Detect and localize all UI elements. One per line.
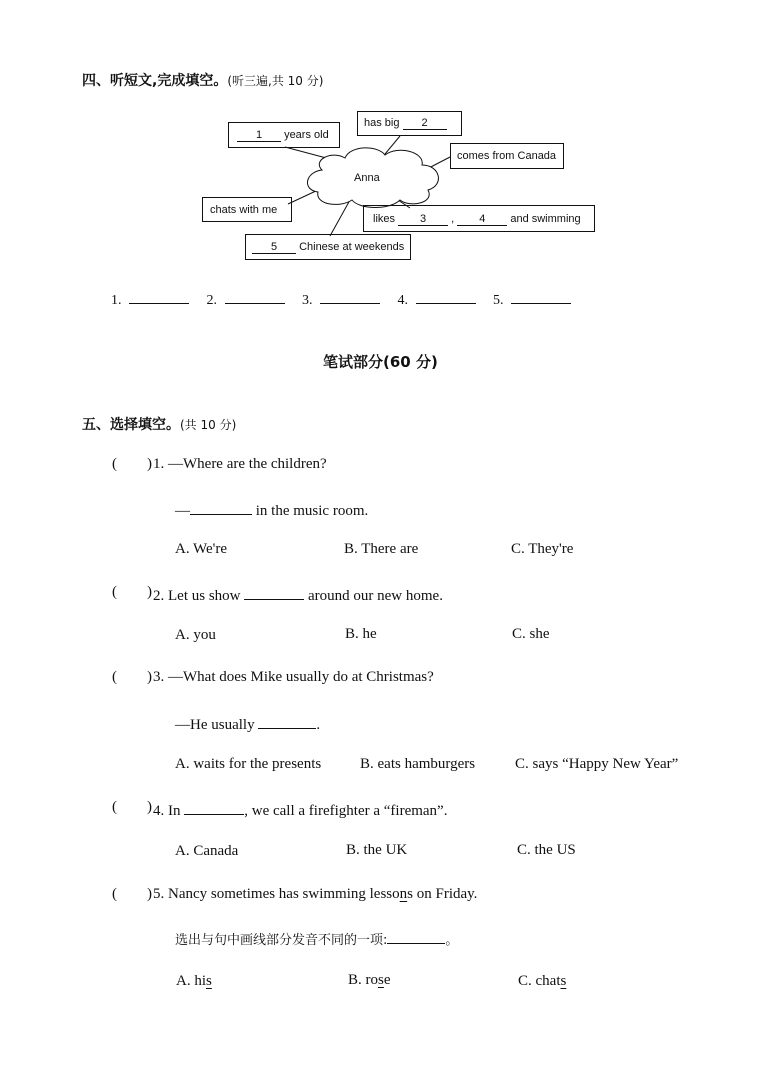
answer-blank-1[interactable] [129, 289, 189, 304]
q4-option-a[interactable]: A. Canada [175, 843, 239, 859]
q1-stem: 1. —Where are the children? [153, 456, 327, 472]
q3-answer-slot[interactable] [126, 669, 146, 687]
box-origin [450, 143, 564, 169]
section5-header [82, 414, 236, 434]
q4-blank[interactable] [184, 799, 244, 815]
q2-answer-slot[interactable] [126, 584, 146, 602]
q3-paren-close: ) [147, 669, 152, 685]
box-likes-sep: , [451, 213, 455, 225]
q3-line2 [175, 713, 320, 734]
q5-option-c-text: C. chat [518, 973, 561, 989]
box-origin-text: comes from Canada [457, 150, 557, 162]
box-likes-text: likes [373, 213, 396, 225]
blank-3: 3 [398, 213, 448, 226]
box-likes [363, 205, 595, 232]
q5-line2-pre: 选出与句中画线部分发音不同的一项: [175, 933, 388, 948]
q2-option-b[interactable]: B. he [345, 626, 377, 642]
q4-stem-pre: 4. In [153, 803, 185, 819]
q5-option-a-underlined: s [206, 973, 212, 989]
q2-paren-close: ) [147, 584, 152, 600]
q3-line2-pre: —He usually [175, 717, 259, 733]
q5-option-a[interactable] [176, 973, 212, 990]
q4-option-c[interactable]: C. the US [517, 842, 576, 858]
q1-paren-open: ( [112, 456, 117, 472]
q5-option-c-underlined: s [560, 973, 567, 989]
blank-4: 4 [457, 213, 507, 226]
q4-paren-close: ) [147, 799, 152, 815]
q4-option-b[interactable]: B. the UK [346, 842, 408, 858]
q5-paren-close: ) [147, 886, 152, 902]
blank-2: 2 [403, 117, 447, 130]
q5-stem-a: 5. Nancy sometimes has swimming lesso [153, 886, 400, 902]
answer-blank-4[interactable] [416, 289, 476, 304]
q5-option-b[interactable] [348, 972, 391, 989]
q1-line2-post: in the music room. [252, 503, 369, 519]
q5-option-a-text: A. hi [176, 973, 206, 989]
blank-1: 1 [237, 129, 281, 142]
answer-label-2: 2. [206, 293, 217, 308]
q5-option-b-text: B. ro [348, 972, 378, 988]
answer-label-5: 5. [493, 293, 504, 308]
q5-blank[interactable] [387, 930, 445, 944]
q3-option-b[interactable]: B. eats hamburgers [360, 756, 476, 772]
box-chats [202, 197, 292, 222]
box-weekends [245, 234, 411, 260]
answer-label-3: 3. [302, 293, 313, 308]
q3-stem: 3. —What does Mike usually do at Christmas? [153, 669, 434, 685]
section5-note: (共 10 分) [180, 418, 237, 432]
answer-blank-3[interactable] [320, 289, 380, 304]
written-part-title: 笔试部分(60 分) [323, 353, 438, 371]
q5-stem-b: s on Friday. [407, 886, 478, 902]
q3-option-a[interactable]: A. waits for the presents [175, 756, 322, 772]
answer-row [111, 289, 571, 309]
q4-paren-open: ( [112, 799, 117, 815]
q4-answer-slot[interactable] [126, 799, 146, 817]
box-chats-text: chats with me [210, 204, 278, 216]
answer-label-1: 1. [111, 293, 122, 308]
q3-blank[interactable] [258, 713, 316, 729]
box-weekends-text: Chinese at weekends [299, 241, 405, 253]
center-label: Anna [354, 172, 380, 184]
q1-line2 [175, 499, 368, 520]
q4-stem-post: , we call a firefighter a “fireman”. [244, 803, 448, 819]
q2-stem-pre: 2. Let us show [153, 588, 245, 604]
q5-line2-post: 。 [445, 933, 459, 948]
q5-paren-open: ( [112, 886, 117, 902]
q5-option-b-tail: e [383, 972, 391, 988]
q2-paren-open: ( [112, 584, 117, 600]
q2-stem [153, 584, 443, 605]
q5-line2 [175, 929, 458, 948]
q3-paren-open: ( [112, 669, 117, 685]
q1-blank[interactable] [190, 499, 252, 515]
q1-paren-close: ) [147, 456, 152, 472]
box-has-big [357, 111, 462, 136]
q1-option-a[interactable]: A. We're [175, 541, 228, 557]
q1-answer-slot[interactable] [126, 456, 146, 474]
answer-blank-5[interactable] [511, 289, 571, 304]
q3-option-c[interactable]: C. says “Happy New Year” [515, 756, 679, 772]
section4-note: (听三遍,共 10 分) [227, 74, 324, 88]
box-age [228, 122, 340, 148]
q4-stem [153, 799, 447, 820]
q2-option-c[interactable]: C. she [512, 626, 550, 642]
q5-option-c[interactable] [518, 973, 566, 990]
q2-option-a[interactable]: A. you [175, 627, 216, 643]
answer-blank-2[interactable] [225, 289, 285, 304]
box-likes-tail: and swimming [510, 213, 581, 225]
q2-blank[interactable] [244, 584, 304, 600]
q5-stem [153, 886, 477, 903]
q1-line2-pre: — [175, 503, 190, 519]
q1-option-b[interactable]: B. There are [344, 541, 419, 557]
box-has-big-text: has big [364, 117, 400, 129]
answer-label-4: 4. [397, 293, 408, 308]
q3-line2-post: . [316, 717, 321, 733]
blank-5: 5 [252, 241, 296, 254]
section4-title: 四、听短文,完成填空。 [82, 73, 228, 89]
section5-title: 五、选择填空。 [82, 417, 180, 433]
q5-option-b-underlined: s [378, 972, 384, 988]
q1-option-c[interactable]: C. They're [511, 541, 574, 557]
q5-answer-slot[interactable] [126, 886, 146, 904]
q5-stem-underlined: n [399, 886, 408, 902]
box-age-text: years old [284, 129, 329, 141]
q2-stem-post: around our new home. [304, 588, 443, 604]
